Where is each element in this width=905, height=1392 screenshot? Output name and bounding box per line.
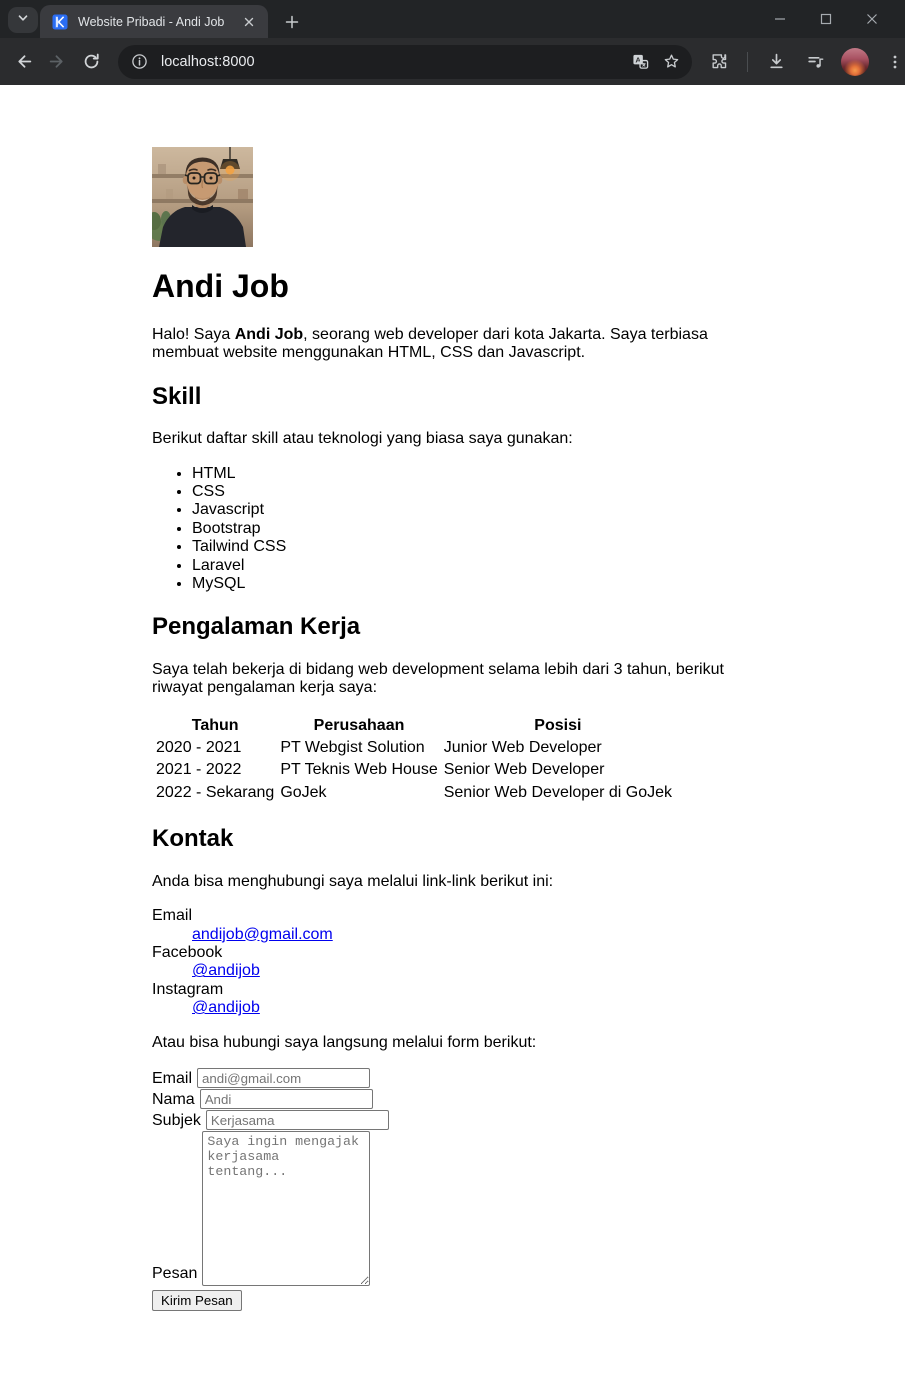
- skill-heading: Skill: [152, 382, 202, 410]
- page-viewport: [0, 85, 905, 1392]
- experience-lead: Saya telah bekerja di bidang web development selama lebih dari 3 tahun, berikut riwayat pengalaman kerja saya:: [152, 660, 724, 697]
- form-row-email: [152, 1068, 727, 1089]
- site-info-icon[interactable]: [126, 49, 152, 75]
- window-controls: [757, 0, 895, 38]
- address-bar[interactable]: [118, 45, 692, 79]
- translate-icon[interactable]: [632, 53, 649, 70]
- contact-list: [152, 907, 727, 1017]
- close-window-button[interactable]: [849, 0, 895, 38]
- table-row: 2020 - 2021 PT Webgist Solution Junior Web Developer: [156, 739, 602, 757]
- experience-heading: Pengalaman Kerja: [152, 613, 361, 641]
- nama-field-label: Nama: [152, 1090, 195, 1108]
- forward-button[interactable]: [40, 45, 74, 79]
- browser-tab[interactable]: [40, 5, 268, 38]
- media-controls-icon[interactable]: [798, 45, 832, 79]
- contact-label-facebook: Facebook: [152, 944, 223, 961]
- maximize-button[interactable]: [803, 0, 849, 38]
- subjek-field[interactable]: [206, 1110, 389, 1130]
- contact-lead: Anda bisa menghubungi saya melalui link-link berikut ini:: [152, 872, 554, 890]
- email-field[interactable]: [197, 1068, 370, 1088]
- profile-photo: [152, 147, 253, 247]
- skill-item: • MySQL: [192, 575, 727, 593]
- email-field-label: Email: [152, 1069, 193, 1087]
- form-row-nama: [152, 1089, 727, 1110]
- contact-label-email: Email: [152, 907, 193, 925]
- skill-lead: Berikut daftar skill atau teknologi yang biasa saya gunakan:: [152, 430, 573, 448]
- tab-search-button[interactable]: [8, 7, 38, 33]
- nama-field[interactable]: [200, 1089, 373, 1109]
- kirim-pesan-button[interactable]: Kirim Pesan: [152, 1290, 242, 1311]
- tab-strip: [0, 0, 905, 38]
- pesan-field-label: Pesan: [152, 1264, 198, 1282]
- url-text[interactable]: localhost:8000: [161, 53, 255, 70]
- table-row: 2022 - Sekarang GoJek Senior Web Developer di GoJek: [156, 783, 672, 801]
- profile-avatar[interactable]: [841, 48, 869, 76]
- table-header-row: [154, 716, 674, 736]
- col-header-tahun: Tahun: [191, 716, 239, 734]
- contact-form: [152, 1068, 727, 1311]
- new-tab-button[interactable]: [278, 8, 306, 36]
- experience-table: [152, 714, 676, 806]
- kebab-menu-icon[interactable]: [878, 45, 905, 79]
- form-row-submit: [152, 1286, 727, 1311]
- pesan-textarea[interactable]: [202, 1131, 370, 1286]
- table-row: 2021 - 2022 PT Teknis Web House Senior Web Developer: [156, 761, 605, 779]
- intro-name-bold: Andi Job: [234, 325, 304, 343]
- skill-list: [152, 465, 727, 594]
- skill-item: • Javascript: [192, 501, 727, 519]
- bookmark-star-icon[interactable]: [663, 53, 680, 70]
- contact-label-instagram: Instagram: [152, 980, 224, 998]
- subjek-field-label: Subjek: [152, 1111, 201, 1129]
- skill-item: • CSS: [192, 483, 727, 501]
- toolbar-separator: [747, 52, 748, 72]
- col-header-perusahaan: Perusahaan: [313, 716, 405, 734]
- skill-item: • Tailwind CSS: [192, 538, 727, 556]
- chevron-down-icon: [15, 10, 31, 31]
- email-link[interactable]: andijob@gmail.com: [192, 925, 333, 943]
- instagram-link[interactable]: @andijob: [192, 999, 260, 1017]
- page-title: Andi Job: [152, 268, 289, 304]
- facebook-link[interactable]: @andijob: [192, 962, 260, 980]
- contact-heading: Kontak: [152, 825, 234, 853]
- back-button[interactable]: [6, 45, 40, 79]
- tab-close-icon[interactable]: [240, 13, 258, 31]
- skill-item: • Bootstrap: [192, 520, 727, 538]
- reload-button[interactable]: [74, 45, 108, 79]
- svg-text:A: A: [635, 55, 641, 65]
- download-icon[interactable]: [759, 45, 793, 79]
- intro-paragraph: Halo! Saya Andi Job, seorang web developer dari kota Jakarta. Saya terbiasa membuat website menggunakan HTML, CSS dan Javascript.: [152, 325, 708, 362]
- site-favicon-icon: [52, 14, 68, 30]
- toolbar-actions: [702, 45, 905, 79]
- minimize-button[interactable]: [757, 0, 803, 38]
- browser-toolbar: [0, 38, 905, 85]
- skill-item: • HTML: [192, 465, 727, 483]
- tab-title: Website Pribadi - Andi Job: [78, 14, 225, 29]
- form-row-pesan: [152, 1131, 727, 1286]
- skill-item: • Laravel: [192, 557, 727, 575]
- form-lead: Atau bisa hubungi saya langsung melalui form berikut:: [152, 1033, 537, 1051]
- extensions-puzzle-icon[interactable]: [702, 45, 736, 79]
- col-header-posisi: Posisi: [534, 716, 582, 734]
- form-row-subjek: [152, 1110, 727, 1131]
